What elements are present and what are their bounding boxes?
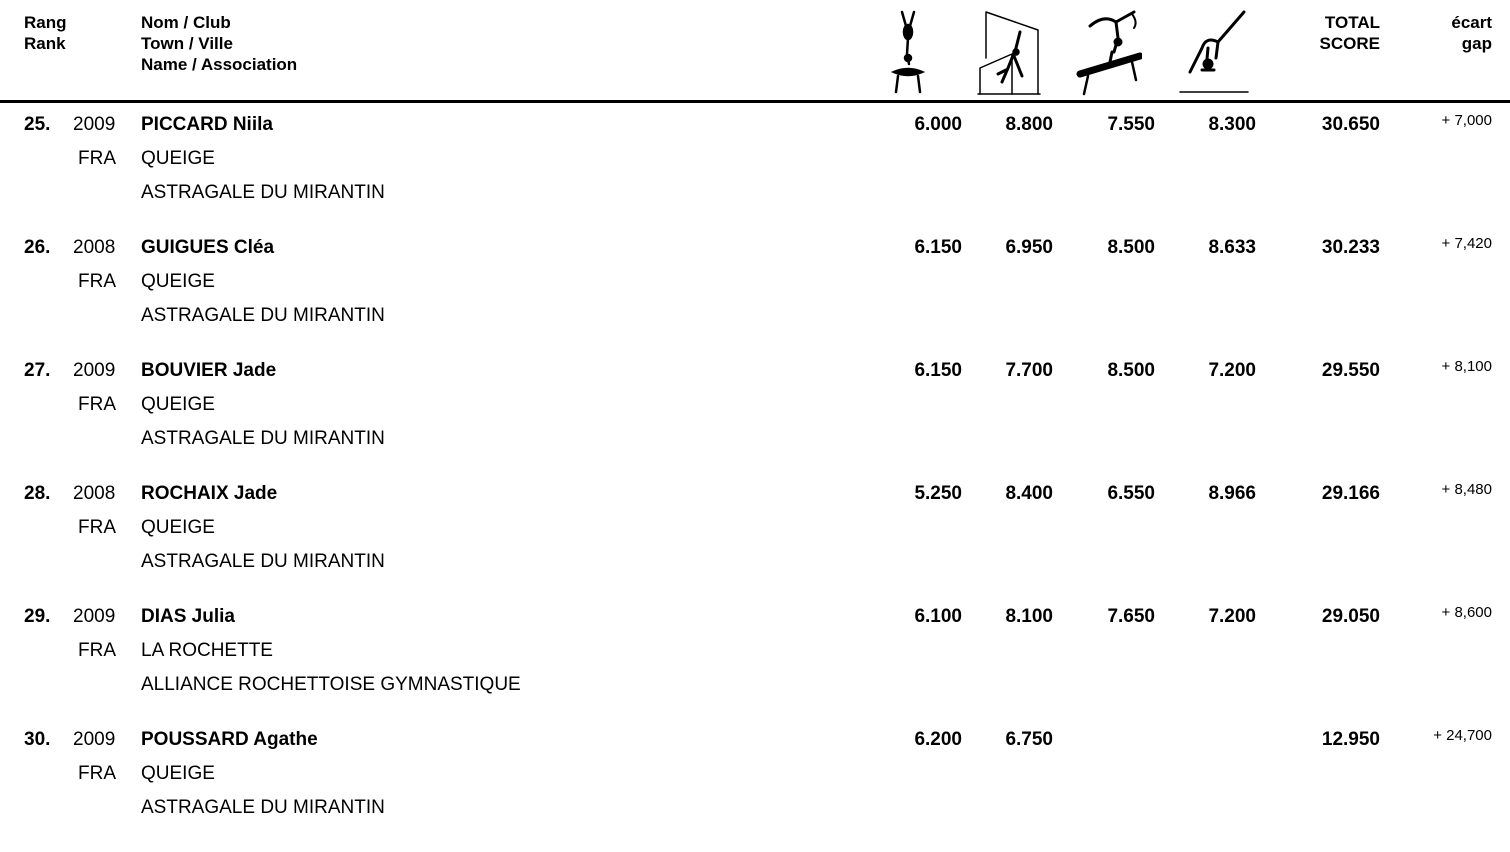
- name-header: [141, 12, 297, 75]
- beam-score: 8.500: [1107, 360, 1155, 381]
- total-score: 30.650: [1321, 114, 1380, 135]
- town: QUEIGE: [141, 394, 215, 415]
- result-row: [0, 237, 1510, 360]
- rank-header: [24, 12, 67, 54]
- rank: 30.: [24, 729, 51, 750]
- bars-score: 6.950: [1005, 237, 1053, 258]
- floor-gymnast-icon: [1178, 8, 1250, 96]
- beam-score: 8.500: [1107, 237, 1155, 258]
- gap-value: + 24,700: [1433, 727, 1492, 744]
- club: ASTRAGALE DU MIRANTIN: [141, 428, 385, 449]
- result-row: [0, 114, 1510, 237]
- result-row: [0, 729, 1510, 852]
- nation: FRA: [78, 640, 116, 661]
- floor-score: 7.200: [1208, 360, 1256, 381]
- club: ASTRAGALE DU MIRANTIN: [141, 797, 385, 818]
- rank: 25.: [24, 114, 51, 135]
- bars-score: 8.800: [1005, 114, 1053, 135]
- floor-score: 7.200: [1208, 606, 1256, 627]
- total-header-line2: SCORE: [1319, 34, 1380, 53]
- beam-score: 7.550: [1107, 114, 1155, 135]
- bars-score: 8.100: [1005, 606, 1053, 627]
- gymnast-name: POUSSARD Agathe: [141, 729, 318, 750]
- name-header-line3: Name / Association: [141, 55, 298, 74]
- vault-gymnast-icon: [888, 8, 928, 96]
- vault-score: 6.100: [914, 606, 962, 627]
- gymnast-name: PICCARD Niila: [141, 114, 273, 135]
- rank: 28.: [24, 483, 51, 504]
- club: ASTRAGALE DU MIRANTIN: [141, 551, 385, 572]
- gap-value: + 8,600: [1441, 604, 1492, 621]
- town: QUEIGE: [141, 148, 215, 169]
- total-score: 29.050: [1321, 606, 1380, 627]
- gymnast-name: GUIGUES Cléa: [141, 237, 275, 258]
- uneven-bars-gymnast-icon: [976, 8, 1042, 96]
- header-divider: [0, 100, 1510, 103]
- gap-value: + 7,420: [1441, 235, 1492, 252]
- birth-year: 2008: [73, 237, 116, 258]
- town: QUEIGE: [141, 517, 215, 538]
- beam-score: 6.550: [1107, 483, 1155, 504]
- nation: FRA: [78, 148, 116, 169]
- town: QUEIGE: [141, 763, 215, 784]
- gap-header-en: gap: [1461, 34, 1492, 53]
- birth-year: 2009: [73, 114, 116, 135]
- total-score-header: [1320, 12, 1380, 54]
- nation: FRA: [78, 763, 116, 784]
- floor-score: 8.966: [1208, 483, 1256, 504]
- nation: FRA: [78, 517, 116, 538]
- gap-value: + 7,000: [1441, 112, 1492, 129]
- bars-score: 8.400: [1005, 483, 1053, 504]
- result-row: [0, 360, 1510, 483]
- birth-year: 2008: [73, 483, 116, 504]
- bars-score: 7.700: [1005, 360, 1053, 381]
- name-header-line2: Town / Ville: [141, 34, 233, 53]
- vault-score: 6.200: [914, 729, 962, 750]
- gymnast-name: BOUVIER Jade: [141, 360, 277, 381]
- vault-score: 6.000: [914, 114, 962, 135]
- result-row: [0, 606, 1510, 729]
- bars-score: 6.750: [1005, 729, 1053, 750]
- birth-year: 2009: [73, 360, 116, 381]
- name-header-line1: Nom / Club: [141, 13, 231, 32]
- vault-score: 6.150: [914, 360, 962, 381]
- total-score: 30.233: [1321, 237, 1380, 258]
- town: QUEIGE: [141, 271, 215, 292]
- club: ASTRAGALE DU MIRANTIN: [141, 305, 385, 326]
- beam-score: 7.650: [1107, 606, 1155, 627]
- vault-score: 5.250: [914, 483, 962, 504]
- beam-gymnast-icon: [1076, 8, 1142, 96]
- rank: 29.: [24, 606, 51, 627]
- nation: FRA: [78, 394, 116, 415]
- vault-score: 6.150: [914, 237, 962, 258]
- gymnast-name: ROCHAIX Jade: [141, 483, 278, 504]
- gap-header-fr: écart: [1451, 13, 1492, 32]
- birth-year: 2009: [73, 606, 116, 627]
- total-header-line1: TOTAL: [1324, 13, 1380, 32]
- floor-score: 8.633: [1208, 237, 1256, 258]
- nation: FRA: [78, 271, 116, 292]
- floor-score: 8.300: [1208, 114, 1256, 135]
- rank: 26.: [24, 237, 51, 258]
- rank-header-en: Rank: [24, 34, 66, 53]
- club: ASTRAGALE DU MIRANTIN: [141, 182, 385, 203]
- total-score: 29.550: [1321, 360, 1380, 381]
- birth-year: 2009: [73, 729, 116, 750]
- club: ALLIANCE ROCHETTOISE GYMNASTIQUE: [141, 674, 521, 695]
- gap-value: + 8,100: [1441, 358, 1492, 375]
- total-score: 12.950: [1321, 729, 1380, 750]
- gap-header: [1451, 12, 1492, 54]
- rank-header-fr: Rang: [24, 13, 67, 32]
- gymnast-name: DIAS Julia: [141, 606, 235, 627]
- rank: 27.: [24, 360, 51, 381]
- town: LA ROCHETTE: [141, 640, 273, 661]
- result-row: [0, 483, 1510, 606]
- total-score: 29.166: [1321, 483, 1380, 504]
- gap-value: + 8,480: [1441, 481, 1492, 498]
